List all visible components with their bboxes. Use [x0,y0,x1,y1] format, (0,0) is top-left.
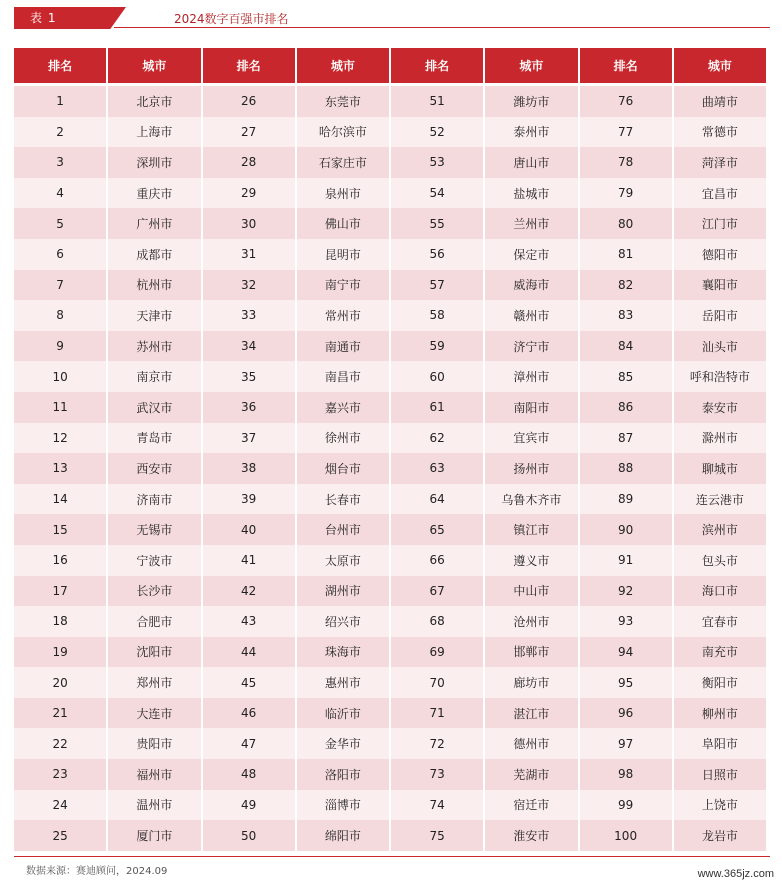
rank-cell: 72 [391,728,483,759]
rank-cell: 36 [203,392,295,423]
city-column-header: 城市 [297,48,389,86]
city-cell: 赣州市 [485,300,577,331]
rank-cell: 19 [14,637,106,668]
rank-cell: 21 [14,698,106,729]
rank-cell: 50 [203,820,295,851]
city-cell: 绍兴市 [297,606,389,637]
rank-cell: 99 [580,790,672,821]
rank-column-header: 排名 [203,48,295,86]
table-row [14,147,766,178]
rank-cell: 9 [14,331,106,362]
table-row [14,208,766,239]
city-cell: 台州市 [297,514,389,545]
rank-cell: 91 [580,545,672,576]
rank-cell: 28 [203,147,295,178]
rank-cell: 71 [391,698,483,729]
city-cell: 徐州市 [297,423,389,454]
city-cell: 南宁市 [297,270,389,301]
table-row [14,637,766,668]
rank-cell: 44 [203,637,295,668]
rank-cell: 37 [203,423,295,454]
rank-cell: 73 [391,759,483,790]
table-row [14,270,766,301]
rank-cell: 100 [580,820,672,851]
footer-divider [14,856,770,857]
city-column-header: 城市 [674,48,766,86]
city-cell: 沧州市 [485,606,577,637]
rank-cell: 94 [580,637,672,668]
city-cell: 潍坊市 [485,86,577,117]
city-cell: 汕头市 [674,331,766,362]
city-cell: 郑州市 [108,667,200,698]
city-cell: 金华市 [297,728,389,759]
rank-cell: 41 [203,545,295,576]
city-cell: 兰州市 [485,208,577,239]
city-cell: 珠海市 [297,637,389,668]
rank-cell: 12 [14,423,106,454]
city-column-header: 城市 [485,48,577,86]
city-cell: 江门市 [674,208,766,239]
city-cell: 南阳市 [485,392,577,423]
city-cell: 镇江市 [485,514,577,545]
city-cell: 漳州市 [485,361,577,392]
rank-cell: 38 [203,453,295,484]
table-row [14,667,766,698]
city-cell: 苏州市 [108,331,200,362]
table-row [14,86,766,117]
table-row [14,606,766,637]
city-cell: 岳阳市 [674,300,766,331]
rank-cell: 46 [203,698,295,729]
rank-cell: 87 [580,423,672,454]
rank-cell: 74 [391,790,483,821]
header-divider [114,27,770,28]
rank-cell: 56 [391,239,483,270]
rank-cell: 54 [391,178,483,209]
site-watermark: www.365jz.com [697,868,774,880]
rank-cell: 52 [391,117,483,148]
rank-cell: 60 [391,361,483,392]
data-source: 数据来源：赛迪顾问，2024.09 [26,866,168,877]
city-cell: 湖州市 [297,576,389,607]
city-cell: 昆明市 [297,239,389,270]
table-row [14,790,766,821]
table-row [14,392,766,423]
city-cell: 哈尔滨市 [297,117,389,148]
city-cell: 沈阳市 [108,637,200,668]
rank-cell: 97 [580,728,672,759]
rank-column-header: 排名 [14,48,106,86]
rank-cell: 14 [14,484,106,515]
rank-cell: 3 [14,147,106,178]
table-row [14,576,766,607]
city-cell: 芜湖市 [485,759,577,790]
city-cell: 呼和浩特市 [674,361,766,392]
city-cell: 深圳市 [108,147,200,178]
city-cell: 淄博市 [297,790,389,821]
city-cell: 连云港市 [674,484,766,515]
table-row [14,239,766,270]
city-cell: 惠州市 [297,667,389,698]
city-cell: 保定市 [485,239,577,270]
rank-cell: 69 [391,637,483,668]
rank-cell: 86 [580,392,672,423]
city-cell: 南通市 [297,331,389,362]
rank-cell: 34 [203,331,295,362]
table-row [14,331,766,362]
rank-cell: 83 [580,300,672,331]
city-cell: 烟台市 [297,453,389,484]
city-cell: 常德市 [674,117,766,148]
ranking-table-container [14,48,770,851]
city-cell: 西安市 [108,453,200,484]
rank-cell: 47 [203,728,295,759]
city-cell: 日照市 [674,759,766,790]
rank-cell: 26 [203,86,295,117]
rank-cell: 96 [580,698,672,729]
table-row [14,759,766,790]
rank-cell: 15 [14,514,106,545]
rank-cell: 64 [391,484,483,515]
city-cell: 衡阳市 [674,667,766,698]
table-row [14,698,766,729]
rank-cell: 35 [203,361,295,392]
rank-cell: 20 [14,667,106,698]
rank-cell: 67 [391,576,483,607]
rank-cell: 78 [580,147,672,178]
city-cell: 福州市 [108,759,200,790]
city-cell: 海口市 [674,576,766,607]
city-cell: 济宁市 [485,331,577,362]
rank-cell: 7 [14,270,106,301]
city-cell: 宿迁市 [485,790,577,821]
city-cell: 上海市 [108,117,200,148]
city-cell: 合肥市 [108,606,200,637]
city-cell: 北京市 [108,86,200,117]
city-cell: 厦门市 [108,820,200,851]
table-title: 2024数字百强市排名 [174,12,289,26]
city-cell: 湛江市 [485,698,577,729]
city-cell: 聊城市 [674,453,766,484]
rank-cell: 10 [14,361,106,392]
rank-cell: 24 [14,790,106,821]
rank-cell: 31 [203,239,295,270]
rank-cell: 30 [203,208,295,239]
city-cell: 上饶市 [674,790,766,821]
city-cell: 洛阳市 [297,759,389,790]
city-cell: 阜阳市 [674,728,766,759]
rank-column-header: 排名 [391,48,483,86]
city-cell: 长沙市 [108,576,200,607]
table-row [14,361,766,392]
rank-cell: 43 [203,606,295,637]
rank-cell: 27 [203,117,295,148]
city-cell: 盐城市 [485,178,577,209]
city-cell: 大连市 [108,698,200,729]
rank-cell: 23 [14,759,106,790]
city-cell: 宜宾市 [485,423,577,454]
rank-cell: 98 [580,759,672,790]
rank-cell: 55 [391,208,483,239]
city-cell: 南充市 [674,637,766,668]
table-row [14,300,766,331]
rank-cell: 85 [580,361,672,392]
city-cell: 太原市 [297,545,389,576]
rank-cell: 65 [391,514,483,545]
city-cell: 龙岩市 [674,820,766,851]
city-cell: 温州市 [108,790,200,821]
city-cell: 遵义市 [485,545,577,576]
rank-cell: 17 [14,576,106,607]
rank-cell: 95 [580,667,672,698]
rank-cell: 53 [391,147,483,178]
rank-cell: 88 [580,453,672,484]
rank-cell: 62 [391,423,483,454]
city-cell: 宁波市 [108,545,200,576]
rank-cell: 76 [580,86,672,117]
table-body [14,86,766,851]
city-cell: 邯郸市 [485,637,577,668]
city-cell: 乌鲁木齐市 [485,484,577,515]
city-cell: 绵阳市 [297,820,389,851]
city-cell: 佛山市 [297,208,389,239]
rank-cell: 51 [391,86,483,117]
rank-cell: 66 [391,545,483,576]
rank-cell: 16 [14,545,106,576]
city-cell: 武汉市 [108,392,200,423]
rank-cell: 61 [391,392,483,423]
table-header [14,7,770,31]
table-row [14,453,766,484]
table-row [14,117,766,148]
table-row [14,514,766,545]
city-cell: 南昌市 [297,361,389,392]
table-row [14,484,766,515]
city-cell: 临沂市 [297,698,389,729]
rank-cell: 90 [580,514,672,545]
rank-cell: 68 [391,606,483,637]
rank-cell: 59 [391,331,483,362]
rank-cell: 92 [580,576,672,607]
city-cell: 滁州市 [674,423,766,454]
city-cell: 扬州市 [485,453,577,484]
table-row [14,820,766,851]
rank-cell: 89 [580,484,672,515]
rank-cell: 40 [203,514,295,545]
city-cell: 常州市 [297,300,389,331]
rank-cell: 75 [391,820,483,851]
city-cell: 泉州市 [297,178,389,209]
city-cell: 宜春市 [674,606,766,637]
city-cell: 东莞市 [297,86,389,117]
city-cell: 天津市 [108,300,200,331]
table-row [14,423,766,454]
table-header-row [14,48,766,86]
city-cell: 宜昌市 [674,178,766,209]
city-cell: 杭州市 [108,270,200,301]
city-cell: 襄阳市 [674,270,766,301]
city-cell: 滨州市 [674,514,766,545]
city-cell: 中山市 [485,576,577,607]
table-row [14,545,766,576]
rank-cell: 33 [203,300,295,331]
table-number-label: 表 1 [30,11,57,25]
city-cell: 柳州市 [674,698,766,729]
city-column-header: 城市 [108,48,200,86]
rank-cell: 4 [14,178,106,209]
rank-cell: 82 [580,270,672,301]
table-row [14,728,766,759]
city-cell: 廊坊市 [485,667,577,698]
city-cell: 济南市 [108,484,200,515]
rank-cell: 18 [14,606,106,637]
city-cell: 泰安市 [674,392,766,423]
rank-cell: 93 [580,606,672,637]
rank-cell: 8 [14,300,106,331]
rank-cell: 13 [14,453,106,484]
rank-cell: 84 [580,331,672,362]
rank-cell: 80 [580,208,672,239]
rank-cell: 2 [14,117,106,148]
rank-cell: 32 [203,270,295,301]
city-cell: 青岛市 [108,423,200,454]
city-cell: 石家庄市 [297,147,389,178]
city-cell: 菏泽市 [674,147,766,178]
rank-cell: 22 [14,728,106,759]
city-cell: 威海市 [485,270,577,301]
rank-cell: 63 [391,453,483,484]
city-cell: 无锡市 [108,514,200,545]
city-cell: 南京市 [108,361,200,392]
rank-cell: 81 [580,239,672,270]
city-cell: 成都市 [108,239,200,270]
city-cell: 曲靖市 [674,86,766,117]
rank-cell: 29 [203,178,295,209]
city-cell: 广州市 [108,208,200,239]
city-cell: 德州市 [485,728,577,759]
city-cell: 重庆市 [108,178,200,209]
city-cell: 泰州市 [485,117,577,148]
rank-cell: 6 [14,239,106,270]
rank-cell: 79 [580,178,672,209]
rank-cell: 77 [580,117,672,148]
city-cell: 包头市 [674,545,766,576]
city-cell: 嘉兴市 [297,392,389,423]
table-row [14,178,766,209]
city-cell: 唐山市 [485,147,577,178]
rank-cell: 48 [203,759,295,790]
rank-cell: 42 [203,576,295,607]
rank-cell: 58 [391,300,483,331]
city-cell: 淮安市 [485,820,577,851]
city-cell: 德阳市 [674,239,766,270]
rank-cell: 11 [14,392,106,423]
city-cell: 长春市 [297,484,389,515]
rank-cell: 57 [391,270,483,301]
rank-cell: 1 [14,86,106,117]
rank-cell: 45 [203,667,295,698]
city-cell: 贵阳市 [108,728,200,759]
rank-cell: 49 [203,790,295,821]
rank-cell: 70 [391,667,483,698]
rank-column-header: 排名 [580,48,672,86]
rank-cell: 5 [14,208,106,239]
rank-cell: 39 [203,484,295,515]
ranking-table [12,48,768,851]
rank-cell: 25 [14,820,106,851]
